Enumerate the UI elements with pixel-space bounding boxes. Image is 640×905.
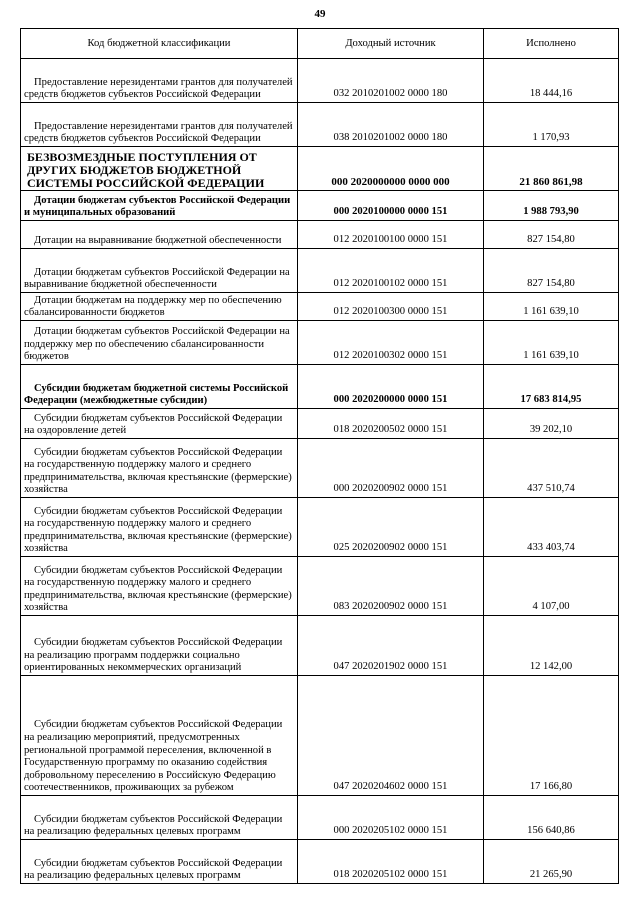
row-code: 038 2010201002 0000 180 [298, 103, 484, 147]
page-number: 49 [314, 8, 326, 20]
row-code: 012 2020100100 0000 151 [298, 221, 484, 249]
row-value: 827 154,80 [484, 249, 619, 293]
row-name: Субсидии бюджетам субъектов Российской Федерации на оздоровление детей [21, 409, 298, 439]
row-name: Субсидии бюджетам субъектов Российской Федерации на государственную поддержку малого и среднего предпринимательства, включая крестьянские (фермерские) хозяйства [21, 498, 298, 557]
row-value: 21 860 861,98 [484, 147, 619, 191]
row-code: 018 2020205102 0000 151 [298, 840, 484, 884]
table-row [21, 249, 619, 293]
budget-table [20, 28, 619, 884]
table-row [21, 840, 619, 884]
row-name: Дотации на выравнивание бюджетной обеспеченности [21, 221, 298, 249]
table-row [21, 796, 619, 840]
header-code: Код бюджетной классификации [21, 29, 298, 59]
row-value: 17 683 814,95 [484, 365, 619, 409]
row-value: 1 161 639,10 [484, 293, 619, 321]
row-name: Субсидии бюджетам субъектов Российской Федерации на реализацию федеральных целевых программ [21, 796, 298, 840]
table-row [21, 147, 619, 191]
row-value: 1 170,93 [484, 103, 619, 147]
row-value: 21 265,90 [484, 840, 619, 884]
table-row [21, 439, 619, 498]
row-code: 047 2020204602 0000 151 [298, 676, 484, 796]
row-name: Субсидии бюджетам субъектов Российской Федерации на государственную поддержку малого и среднего предпринимательства, включая крестьянские (фермерские) хозяйства [21, 439, 298, 498]
table-row [21, 557, 619, 616]
row-name: Дотации бюджетам субъектов Российской Федерации на поддержку мер по обеспечению сбалансированности бюджетов [21, 321, 298, 365]
row-value: 4 107,00 [484, 557, 619, 616]
table-row [21, 191, 619, 221]
row-value: 433 403,74 [484, 498, 619, 557]
row-code: 000 2020100000 0000 151 [298, 191, 484, 221]
row-name: Дотации бюджетам субъектов Российской Федерации на выравнивание бюджетной обеспеченности [21, 249, 298, 293]
table-row [21, 676, 619, 796]
table-header [21, 29, 619, 59]
row-code: 025 2020200902 0000 151 [298, 498, 484, 557]
row-code: 000 2020200902 0000 151 [298, 439, 484, 498]
row-name: БЕЗВОЗМЕЗДНЫЕ ПОСТУПЛЕНИЯ ОТ ДРУГИХ БЮДЖЕТОВ БЮДЖЕТНОЙ СИСТЕМЫ РОССИЙСКОЙ ФЕДЕРАЦИИ [21, 147, 298, 191]
row-name: Дотации бюджетам на поддержку мер по обеспечению сбалансированности бюджетов [21, 293, 298, 321]
row-value: 39 202,10 [484, 409, 619, 439]
table-row [21, 409, 619, 439]
row-value: 437 510,74 [484, 439, 619, 498]
row-code: 000 2020200000 0000 151 [298, 365, 484, 409]
row-value: 12 142,00 [484, 616, 619, 676]
row-code: 012 2020100300 0000 151 [298, 293, 484, 321]
row-code: 018 2020200502 0000 151 [298, 409, 484, 439]
row-code: 032 2010201002 0000 180 [298, 59, 484, 103]
row-value: 827 154,80 [484, 221, 619, 249]
header-source: Доходный источник [298, 29, 484, 59]
row-name: Субсидии бюджетам субъектов Российской Федерации на государственную поддержку малого и среднего предпринимательства, включая крестьянские (фермерские) хозяйства [21, 557, 298, 616]
row-code: 083 2020200902 0000 151 [298, 557, 484, 616]
row-code: 000 2020205102 0000 151 [298, 796, 484, 840]
row-name: Предоставление нерезидентами грантов для получателей средств бюджетов субъектов Российской Федерации [21, 103, 298, 147]
row-code: 012 2020100102 0000 151 [298, 249, 484, 293]
row-value: 17 166,80 [484, 676, 619, 796]
table-row [21, 103, 619, 147]
row-name: Дотации бюджетам субъектов Российской Федерации и муниципальных образований [21, 191, 298, 221]
table-row [21, 59, 619, 103]
row-name: Субсидии бюджетам субъектов Российской Федерации на реализацию программ поддержки социально ориентированных некоммерческих организаций [21, 616, 298, 676]
row-value: 1 988 793,90 [484, 191, 619, 221]
table-row [21, 616, 619, 676]
row-code: 012 2020100302 0000 151 [298, 321, 484, 365]
table-row [21, 221, 619, 249]
row-name: Субсидии бюджетам субъектов Российской Федерации на реализацию федеральных целевых программ [21, 840, 298, 884]
row-code: 000 2020000000 0000 000 [298, 147, 484, 191]
row-name: Субсидии бюджетам бюджетной системы Российской Федерации (межбюджетные субсидии) [21, 365, 298, 409]
row-value: 18 444,16 [484, 59, 619, 103]
table-row [21, 498, 619, 557]
table-row [21, 321, 619, 365]
row-value: 156 640,86 [484, 796, 619, 840]
header-done: Исполнено [484, 29, 619, 59]
row-name: Субсидии бюджетам субъектов Российской Федерации на реализацию мероприятий, предусмотренных региональной программой переселения, включенной в Государственную программу по оказанию содействия добровольному переселению в Российскую Федерацию соотечественников, проживающих за рубежом [21, 676, 298, 796]
row-value: 1 161 639,10 [484, 321, 619, 365]
row-code: 047 2020201902 0000 151 [298, 616, 484, 676]
table-row [21, 365, 619, 409]
row-name: Предоставление нерезидентами грантов для получателей средств бюджетов субъектов Российской Федерации [21, 59, 298, 103]
table-row [21, 293, 619, 321]
